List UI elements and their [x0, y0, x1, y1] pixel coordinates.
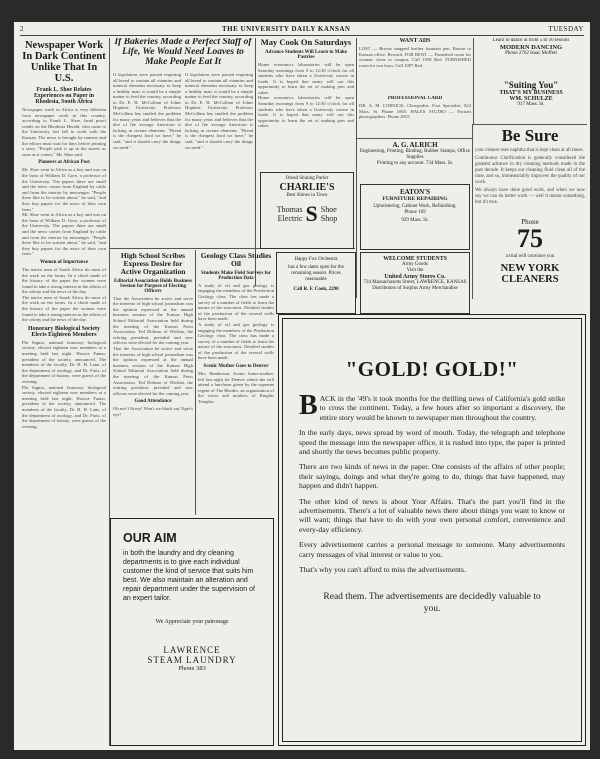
article-geology	[198, 252, 274, 516]
ad-thomas: Thomas	[276, 205, 303, 214]
suiting-sub: THAT'S MY BUSINESS	[499, 90, 563, 96]
column-rule	[356, 38, 357, 298]
byline: Frank L. Shoe Relates Experiences on Paper in Rhodesia, South Africa	[34, 87, 94, 106]
ad-army-name: United Army Stores Co.	[384, 274, 446, 280]
column-rule	[195, 250, 196, 515]
article-may-cook	[258, 38, 354, 168]
subhead: Editorial Association Holds Business Session for Purpose of Electing Officers	[114, 278, 192, 294]
article-body: Phi Sigma, national honorary biological society, elected eighteen new members at a meeting held last night. Horace Fanno, president of the society, announced. The members of the faculty, Dr. H. H. Lane, of the department of zoology, and Dr. Faris, of the department of botany, were guests of the evening.	[22, 384, 106, 429]
classifieds-header: WANT ADS	[399, 38, 431, 44]
ad-alrich-name: A. G. ALRICH	[392, 141, 438, 149]
professional-cards	[359, 96, 471, 136]
ad-charlies-name: CHARLIE'S	[279, 182, 335, 193]
subhead: Women of Importance	[39, 259, 89, 265]
headline-geology: Geology Class Studies Oil	[200, 252, 272, 268]
ad-shoe-initial: S	[305, 201, 318, 226]
gold-p2: In the early days, news spread by word of mouth. Today, the telegraph and telephone speed the message into the newspaper office, it is rushed into type, the paper is printed and shortly the news becomes public property.	[299, 428, 565, 457]
besure-footer	[475, 218, 585, 298]
ad-army-goods: Army Goods	[402, 262, 428, 267]
masthead	[20, 25, 584, 36]
article-body: Mr. Shoe went to Africa as a boy and was on the farm of William D. Gore, a professor of the University. The papers there are small and the news comes from England by cable and from the interior by messenger. "People there like to be written about," he said, "and they buy papers for the news of their own farm."	[22, 167, 106, 212]
headline-may-cook: May Cook On Saturdays	[260, 38, 352, 47]
column-rule	[473, 38, 474, 138]
headline-newspaper-work: Newspaper Work In Dark Continent Unlike That In U.S.	[22, 40, 106, 85]
gold-p1-text: ACK in the '49's it took months for the thrilling news of California's gold strike to cross the continent. Today, a few hours after so important a discovery, the entire story would be known to newspaper men throughout the country.	[319, 394, 565, 422]
article-body: A study of oil and gas geology is engaging the members of the Production Geology class. The class has made a survey of a number of fields to learn the nature of the structures. Detailed studies of the production of the several wells have been made.	[198, 321, 274, 361]
issue-day: TUESDAY	[548, 25, 584, 33]
gold-title: "GOLD! GOLD!"	[345, 357, 519, 381]
besure-trial: a trial will convince you	[505, 254, 555, 259]
ad-schulze	[476, 80, 586, 124]
article-body: Oh me! Oh my! Won't we black out Tiger's eye!	[113, 406, 193, 417]
subhead: Students Make Field Surveys for Production Data	[201, 270, 271, 281]
article-body: Home economics laboratories will be open Saturday mornings from 9 to 12:30 o'clock for all students who have taken a University course in foods. It is hoped that many will use this opportunity to learn the art of making pies and cakes.	[258, 61, 354, 95]
ouraim-phone: Phone 383	[178, 665, 206, 672]
suiting-title: "Suiting You"	[503, 80, 559, 90]
article-body: A study of oil and gas geology is engaging the members of the Production Geology class. The class has made a survey of a number of fields to learn the nature of the structures. Detailed studies of the production of the several wells have been made.	[198, 282, 274, 322]
article-body: If legislation were passed requiring all bread to contain all vitamins and mineral elements necessary to keep a healthy man, it would be a simple matter to feed the country, according to Dr. E. H. McCollum of Johns Hopkins University. Professor McCollum has studied the problem for many years and believes that the diet of the average American is lacking in certain elements. "Bread is the cheapest food we have," he said, "and it should carry the things we need."	[113, 71, 181, 150]
ad-happy-body: has a few dates open for the remaining season. Prices reasonable	[288, 265, 344, 282]
classifieds	[359, 38, 471, 96]
ad-modern-dancing	[476, 38, 586, 78]
ad-visit: Visit the	[406, 268, 424, 273]
ouraim-title: OUR AIM	[123, 531, 177, 545]
prof-body: DR. A. M. CORNICK, Chiropodist. Foot Specialist. 824 Mass. St. Phone 1065. HALES STUDIO — Portrait photographers. Phone 2015.	[359, 103, 471, 120]
ad-welcome: WELCOME STUDENTS	[383, 256, 447, 262]
ad-happy-call: Call R. F. Cook, 2290	[293, 287, 339, 292]
dancing-phone: Phone 2762 Isaac Moffett	[505, 51, 557, 56]
suiting-addr: 917 Mass. St.	[517, 102, 545, 107]
gold-p5: Every advertisement carries a personal message to someone. Many advertisements carry messages of vital interest or value to you.	[299, 540, 565, 559]
article-body: The native men of South Africa do most of the work on the farms. In a check made of the history of the paper the women were found to take a strong interest in the affairs of the colony and the news of the day.	[22, 266, 106, 295]
article-body: Newspaper work in Africa is very different from newspaper work in this country, according to Frank L. Shoe, head proof reader on the Rhodesia Herald, who came to the University last fall to work with the Kansan. The news is brought by runners and the editors must wait for days before printing a story. "People pick it up in the streets as soon as it comes," Mr. Shoe said.	[22, 107, 106, 157]
subhead: Pioneers at African Post	[38, 160, 90, 166]
gold-closing: Read them. The advertisements are decidedly valuable to you.	[323, 591, 541, 614]
article-body: If legislation were passed requiring all bread to contain all vitamins and mineral elements necessary to keep a healthy man, it would be a simple matter to feed the country, according to Dr. E. H. McCollum of Johns Hopkins University. Professor McCollum has studied the problem for many years and believes that the diet of the average American is lacking in certain elements. "Bread is the cheapest food we have," he said, "and it should carry the things we need."	[185, 71, 253, 150]
ad-charlies-title: Oread Shining Parlor	[285, 176, 329, 181]
besure-p3: We always have done good work, and when we now say we can do better work — well it means something, but it's true.	[475, 188, 585, 205]
section-rule	[357, 138, 472, 139]
ad-eatons-title: EATON'S	[399, 188, 431, 196]
ad-army-dist: Distributors of Surplus Army Merchandise	[372, 286, 458, 291]
ouraim-name1: LAWRENCE	[163, 645, 221, 655]
ad-alrich-sub: Engineering, Printing, Binding, Rubber Stamps, Office Supplies	[359, 149, 471, 160]
ad-eatons-body: Upholstering, Cabinet Work, Refinishing. Phone 169	[373, 204, 457, 215]
dancing-name: MODERN DANCING	[499, 44, 563, 51]
besure-phone-label: Phone	[521, 218, 539, 226]
subhead: Advance Students Will Learn to Make Pastries	[265, 49, 347, 60]
ad-shoe: Shoe	[320, 205, 337, 214]
article-body: Home economics laboratories will be open Saturday mornings from 9 to 12:30 o'clock for all students who have taken a University course in foods. It is hoped that many will use this opportunity to learn the art of making pies and cakes.	[258, 95, 354, 129]
paper-title: THE UNIVERSITY DAILY KANSAN	[222, 25, 351, 33]
ouraim-name2: STEAM LAUNDRY	[147, 655, 237, 665]
gold-p6: That's why you can't afford to miss the advertisements.	[299, 565, 466, 575]
besure-name: NEW YORK CLEANERS	[500, 263, 560, 285]
headline-scribes: High School Scribes Express Desire for Active Organization	[120, 252, 186, 276]
ad-lawrence-steam-laundry	[110, 518, 274, 746]
article-body: That the Association be active and serve the interests of high school journalism was the opinion expressed at the annual business session of the Kansas High School Editorial Association held during the meeting of the Kansas Press Association. Ted Dobson of Wichita, the retiring president, presided and new officers were elected for the coming year.	[113, 295, 193, 346]
gold-p1	[299, 390, 565, 422]
ad-charlies-sub: Best Shines in Town	[286, 193, 328, 198]
article-body: That the Association be active and serve the interests of high school journalism was the opinion expressed at the annual business session of the Kansas High School Editorial Association held during the meeting of the Kansas Press Association. Ted Dobson of Wichita, the retiring president, presided and new officers were elected for the coming year.	[113, 345, 193, 396]
ad-eatons-addr: 929 Mass. St.	[401, 218, 429, 223]
ad-alrich-addr: Printing to any account. 734 Mass. St.	[376, 161, 454, 166]
dancing-header: Learn to dance in from 5 to 10 lessons	[492, 38, 570, 43]
ad-shop: Shop	[320, 214, 338, 223]
ouraim-patron: We Appreciate your patronage	[155, 619, 229, 625]
page-number: 2	[20, 25, 24, 33]
article-body: The native men of South Africa do most of the work on the farms. In a check made of the history of the paper the women were found to take a strong interest in the affairs of the colony and the news of the day.	[22, 294, 106, 323]
ad-eatons-sub: FURNITURE REPAIRING	[382, 196, 448, 202]
ad-gold-gold	[278, 314, 586, 746]
besure-p2: Continuous Clarification is generally considered the greatest advance in dry cleaning methods made in the past decade. It keeps our cleaning fluid clean all of the time, and so, immeasurably improves the quality of our work.	[475, 156, 585, 185]
article-bakeries	[113, 38, 253, 248]
ouraim-body: in both the laundry and dry cleaning departments is to give each individual customer the kind of service that suits him best. We also maintain an alteration and repair department under the supervision of an expert tailor.	[123, 550, 255, 602]
prof-header: PROFESSIONAL CARD	[387, 96, 443, 101]
besure-p1: your cleaner uses naphtha that is kept clean at all times.	[475, 148, 584, 153]
article-body: Mr. Shoe went to Africa as a boy and was on the farm of William D. Gore, a professor of the University. The papers there are small and the news comes from England by cable and from the interior by messenger. "People there like to be written about," he said, "and they buy papers for the news of their own farm."	[22, 212, 106, 257]
newspaper-page	[14, 22, 590, 750]
ad-happy-title: Happy Fox Orchestra	[294, 257, 338, 262]
subhead: Good Attendance	[134, 399, 172, 405]
column-newspaper-work	[22, 40, 106, 744]
ad-happy-fox	[276, 252, 356, 314]
article-body: Mrs. Henderson, Scenic home-mother, left last night for Denver where she will attend a luncheon given by the supreme regent of The Rhodes, an organization of the wives and mothers of Knights Templar.	[198, 371, 274, 405]
article-high-school-scribes	[113, 252, 193, 516]
ad-charlies	[260, 172, 354, 249]
headline-bakeries: If Bakeries Made a Perfect Staff of Life, We Would Need Loaves to Make People Eat It	[114, 38, 252, 67]
gold-p3: There are two kinds of news in the paper. One consists of the affairs of other people; their sayings, doings and what they're going to do, things that have happened, may happen and didn't happen.	[299, 462, 565, 491]
besure-title: Be Sure	[501, 126, 559, 145]
classifieds-body: LOST — Brown snapped leather fountain pen. Return to Kansan office. Reward. FOR RENT — Furnished room for woman, close to campus. Call 1958 Red. FURNISHED room for two boys. Call 1097 Red.	[359, 46, 471, 68]
subhead: Scenic Mother Goes to Denver	[203, 364, 269, 370]
ad-electric: Electric	[277, 214, 303, 223]
subhead-phi-sigma: Honorary Biological Society Elects Eighteen Members	[28, 325, 100, 338]
gold-p4: The other kind of news is about Your Affairs. That's the part you'll find in the advertisements. There's a lot of valuable news there about things you want to know or will want; things that have to do with your own personal comfort, convenience and every-day efficiency.	[299, 496, 565, 534]
besure-phone: 75	[517, 224, 543, 253]
suiting-name: WM. SCHULZE	[509, 96, 553, 102]
article-body: Phi Sigma, national honorary biological society, elected eighteen new members at a meeting held last night. Horace Fanno, president of the society, announced. The members of the faculty, Dr. H. H. Lane, of the department of zoology, and Dr. Faris, of the department of botany, were guests of the evening.	[22, 339, 106, 384]
ad-army-addr: 734 Massachusetts Street, LAWRENCE, KANSAS	[363, 280, 467, 285]
gold-dropcap: B	[299, 390, 318, 421]
